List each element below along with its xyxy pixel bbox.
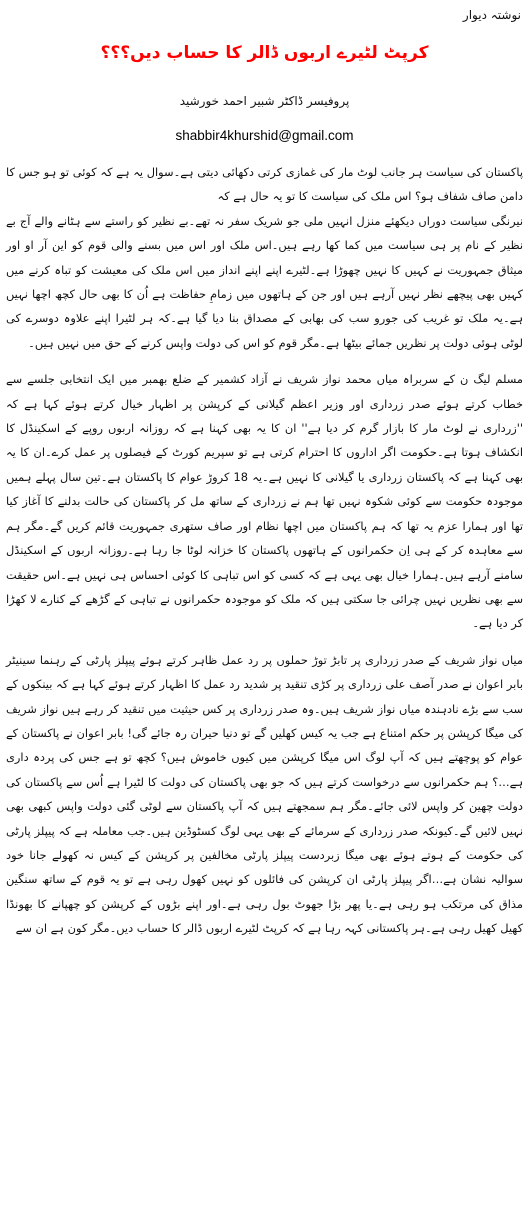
paragraph: میاں نواز شریف کے صدر زرداری پر تابڑ توڑ حملوں پر رد عمل ظاہر کرتے ہوئے پیپلز پارٹی کے رہنما سینیٹر بابر اعوان نے صدر آصف علی زرداری پر کڑی تنقید پر شدید رد عمل کا اظہار کرتے ہوئے کہا ہے کہ بینکوں کے سب سے بڑے نادہندہ میاں نواز شریف ہیں۔وہ صدر زرداری پر کس حیثیت میں تنقید کر رہے ہیں نواز شریف کی میگا کرپشن پر حکم امتناع ہے جب یہ کیس کھلیں گے تو دنیا حیران رہ جائے گی! بابر اعوان نے پاکستان کے عوام کو پوچھتے ہیں کہ آپ لوگ اس میگا کرپشن میں کیوں خاموش ہیں؟ کچھ تو ہے جس کی پردہ داری ہے…؟ ہم حکمرانوں سے درخواست کرتے ہیں کہ جو بھی پاکستان کی دولت کا لٹیرا ہے اُس سے پاکستان کی دولت چھین کر واپس لائی جائے۔مگر ہم سمجھتے ہیں کہ آپ پاکستان سے لوٹی گئی دولت واپس کبھی بھی نہیں لائیں گے۔کیونکہ صدر زرداری کے سرمائے کے بھی یہی لوگ کسٹوڈین ہیں۔جب معاملہ ہے کہ پیپلز پارٹی کی حکومت کے ہوتے ہوئے بھی میگا زبردست پیپلز پارٹی مخالفین پر کرپشن کے کیس نہ کھولے جانا خود سوالیہ نشان ہے…اگر پیپلز پارٹی ان کرپشن کی فائلوں کو نہیں کھول رہی ہے تو یہ قوم کے ساتھ سنگین مذاق کی مرتکب ہو رہی ہے۔یا پھر بڑا جھوٹ بول رہی ہے۔اور اپنے بڑوں کے کرپشن کو چھپانے کا بھونڈا کھیل کھیل رہی ہے۔ہر پاکستانی کہہ رہا ہے کہ کرپٹ لٹیرے اربوں ڈالر کا حساب دیں۔مگر کون ہے ان سے — [6, 652, 523, 936]
paragraph: مسلم لیگ ن کے سربراہ میاں محمد نواز شریف نے آزاد کشمیر کے ضلع بھمبر میں ایک انتخابی جلسے سے خطاب کرتے ہوئے صدر زرداری اور وزیر اعظم گیلانی کے کرپشن پر اظہار خیال کرتے ہوئے کہا ہے کہ ''زرداری نے لوٹ مار کا بازار گرم کر دیا ہے'' ان کا یہ بھی کہنا ہے کہ روزانہ اربوں روپے کے اسکینڈل کا انکشاف ہوتا ہے۔حکومت اگر اداروں کا احترام کرتی ہے تو سپریم کورٹ کے فیصلوں پر عمل کرے۔ان کا یہ بھی کہنا ہے کہ پاکستان زرداری یا گیلانی کا نہیں ہے۔یہ 18 کروڑ عوام کا پاکستان ہے۔تین سال پہلے ہمیں موجودہ حکومت سے کوئی شکوہ نہیں تھا ہم نے زرداری کے ساتھ مل کر پاکستان کی حالت بدلنے کا آغاز کیا تھا اور ہمارا عزم یہ تھا کہ ہم پاکستان میں اچھا نظام اور صاف ستھری جمہوریت قائم کریں گے۔مگر ہم سے معاہدہ کر کے ہی اِن حکمرانوں کے ہاتھوں پاکستان کا خزانہ لوٹا جا رہا ہے۔روزانہ اربوں کے اسکینڈل سامنے آرہے ہیں۔ہمارا خیال بھی یہی ہے کہ کسی کو اس تباہی کا کوئی احساس ہی نہیں ہے۔اس حقیقت سے بھی نظریں نہیں چرائی جا سکتی ہیں کہ ملک کو موجودہ حکمرانوں نے تباہی کے گڑھے کے کنارے لا کھڑا کر دیا ہے۔ — [6, 372, 523, 631]
paragraph: پاکستان کی سیاست ہر جانب لوٹ مار کی غمازی کرتی دکھائی دیتی ہے۔سوال یہ ہے کہ کوئی تو ہو جس کا دامن صاف شفاف ہو؟ اس ملک کی سیاست کا تو یہ حال ہے کہ — [6, 165, 523, 204]
article-body — [6, 160, 523, 941]
author-email: shabbir4khurshid@gmail.com — [175, 128, 354, 143]
article-title: کرپٹ لٹیرے اربوں ڈالر کا حساب دیں؟؟؟ — [100, 43, 429, 63]
column-name: نوشتہ دیوار — [462, 8, 521, 22]
paragraph: نیرنگی سیاست دوراں دیکھئے منزل انہیں ملی جو شریک سفر نہ تھے۔بے نظیر کو راستے سے ہٹانے والے آج بے نظیر کے نام پر ہی سیاست میں کما کھا رہے ہیں۔اس ملک اور اس میں بسنے والی قوم کو این آر او اور میثاق جمہوریت نے کہیں کا نہیں چھوڑا ہے۔لٹیرے اپنے اپنے انداز میں اس ملک کی معیشت کو تباہ کرنے میں کہیں بھی پیچھے نظر نہیں آرہے ہیں اور جن کے ہاتھوں میں زمامِ حفاظت ہے اُن کا بھی حال کچھ اچھا نہیں ہے۔یہ ملک تو غریب کی جورو سب کی بھابی کے مصداق بنا دیا گیا ہے۔کہ ہر لٹیرا اپنے علاوہ دوسرے کی لوٹی ہوئی دولت پر نظریں جمائے بیٹھا ہے۔مگر قوم کو اس کی دولت واپس کرنے کے حق میں نہیں ہیں۔ — [6, 213, 523, 350]
author-name: پروفیسر ڈاکٹر شبیر احمد خورشید — [179, 94, 350, 108]
